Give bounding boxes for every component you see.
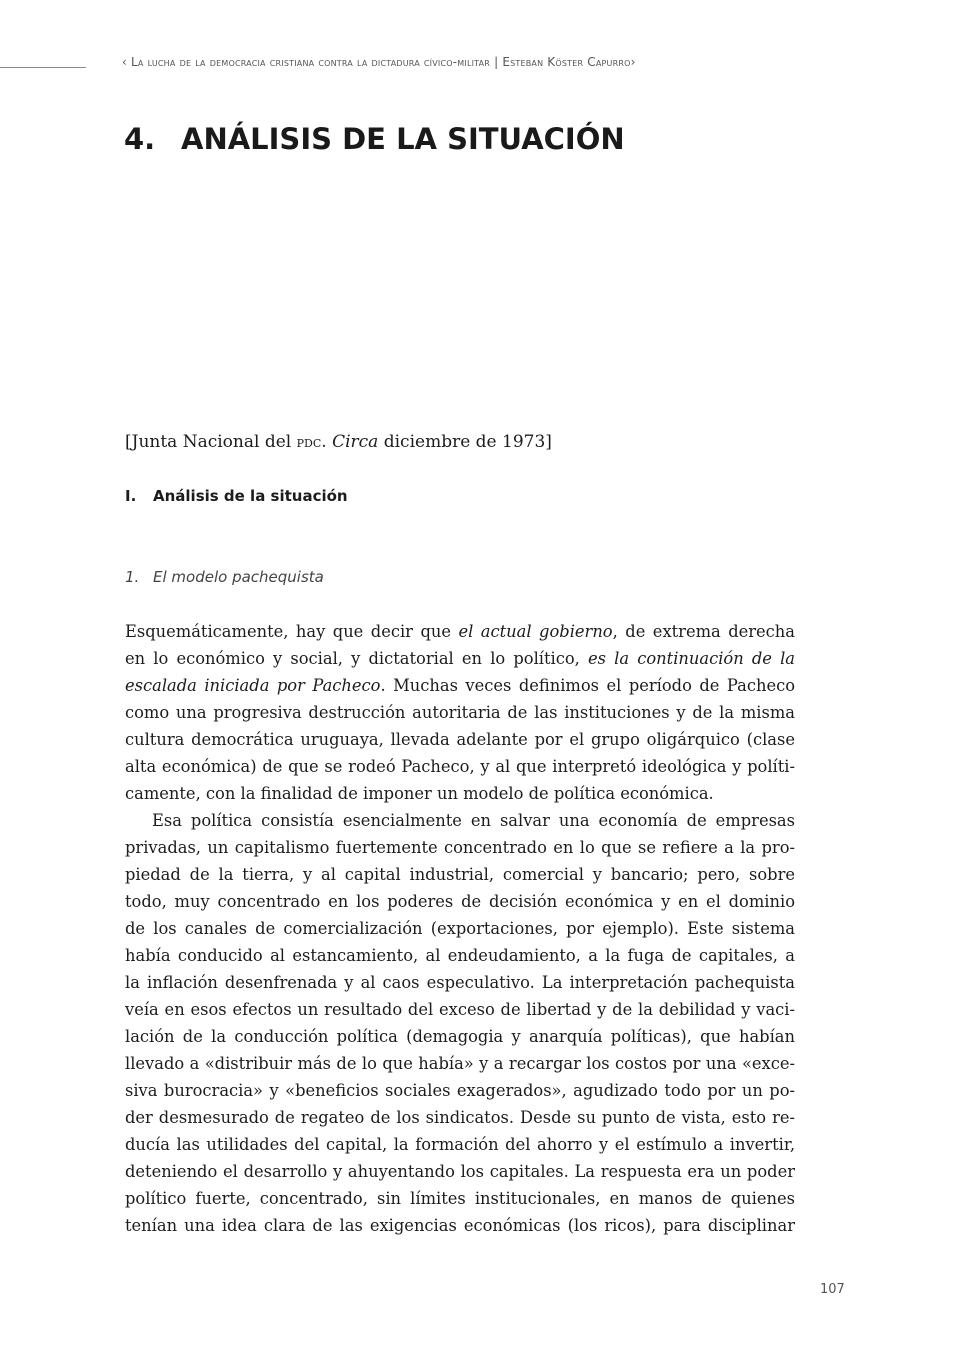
paragraph-line: Esa política consistía esencialmente en salvar una economía de empresas: [152, 811, 795, 830]
source-org: pdc: [296, 433, 322, 451]
paragraph-line: privadas, un capitalismo fuertemente concentrado en lo que se refiere a la pro-: [125, 838, 795, 857]
source-rest: diciembre de 1973]: [378, 432, 552, 452]
paragraph-line: como una progresiva destrucción autoritaria de las instituciones y de la misma: [125, 703, 795, 722]
paragraph-line: [125, 618, 795, 645]
section-title: Análisis de la situación: [153, 487, 348, 505]
text-run: Esquemáticamente, hay que decir que: [125, 622, 459, 641]
paragraph-line: [125, 672, 795, 699]
paragraph-line: todo, muy concentrado en los poderes de decisión económica y en el dominio: [125, 892, 795, 911]
chapter-title-text: ANÁLISIS DE LA SITUACIÓN: [181, 122, 625, 156]
section-number: I.: [125, 487, 137, 505]
paragraph-line: piedad de la tierra, y al capital industrial, comercial y bancario; pero, sobre: [125, 865, 795, 884]
text-run: . Muchas veces definimos el período de Pacheco: [380, 676, 795, 695]
header-rule: [0, 67, 86, 68]
paragraph-line: político fuerte, concentrado, sin límites institucionales, en manos de quienes: [125, 1189, 795, 1208]
source-open: [Junta Nacional del: [125, 432, 297, 452]
paragraph-line: deteniendo el desarrollo y ahuyentando los capitales. La respuesta era un poder: [125, 1162, 795, 1181]
paragraph-line: [125, 645, 795, 672]
text-run: , de extrema derecha: [612, 622, 795, 641]
paragraph-line: veía en esos efectos un resultado del exceso de libertad y de la debilidad y vaci-: [125, 1000, 795, 1019]
paragraph-line: alta económica) de que se rodeó Pacheco, y al que interpretó ideológica y políti-: [125, 757, 795, 776]
paragraph-line: había conducido al estancamiento, al endeudamiento, a la fuga de capitales, a: [125, 946, 795, 965]
paragraph-line: der desmesurado de regateo de los sindicatos. Desde su punto de vista, esto re-: [125, 1108, 795, 1127]
running-head: ‹ La lucha de la democracia cristiana contra la dictadura cívico-militar | Esteban Köster Capurro›: [122, 55, 636, 69]
chapter-number: 4.: [124, 122, 156, 156]
chapter-title: [124, 122, 625, 156]
subsection-title: El modelo pachequista: [153, 568, 324, 586]
text-run: en lo económico y social, y dictatorial en lo político,: [125, 649, 589, 668]
paragraph-line: ducía las utilidades del capital, la formación del ahorro y el estímulo a invertir,: [125, 1135, 795, 1154]
subsection-heading: [125, 568, 324, 586]
italic-run: escalada iniciada por Pacheco: [125, 676, 381, 695]
italic-run: el actual gobierno: [458, 622, 613, 641]
paragraph-line: cultura democrática uruguaya, llevada adelante por el grupo oligárquico (clase: [125, 730, 795, 749]
paragraph-line: llevado a «distribuir más de lo que había» y a recargar los costos por una «exce-: [125, 1054, 795, 1073]
page-number: 107: [820, 1282, 845, 1297]
italic-run: es la continuación de la: [588, 649, 795, 668]
paragraph-line: la inflación desenfrenada y al caos especulativo. La interpretación pachequista: [125, 973, 795, 992]
paragraph-line: de los canales de comercialización (exportaciones, por ejemplo). Este sistema: [125, 919, 795, 938]
source-circa: Circa: [332, 432, 379, 452]
section-heading: [125, 487, 348, 505]
paragraph-line: lación de la conducción política (demagogia y anarquía políticas), que habían: [125, 1027, 795, 1046]
paragraph-line: tenían una idea clara de las exigencias económicas (los ricos), para disciplinar: [125, 1216, 795, 1235]
subsection-number: 1.: [125, 568, 140, 586]
paragraph-line: siva burocracia» y «beneficios sociales exagerados», agudizado todo por un po-: [125, 1081, 795, 1100]
source-dot: .: [321, 432, 333, 452]
paragraph-line: camente, con la finalidad de imponer un modelo de política económica.: [125, 784, 714, 803]
document-source-note: [125, 432, 552, 452]
